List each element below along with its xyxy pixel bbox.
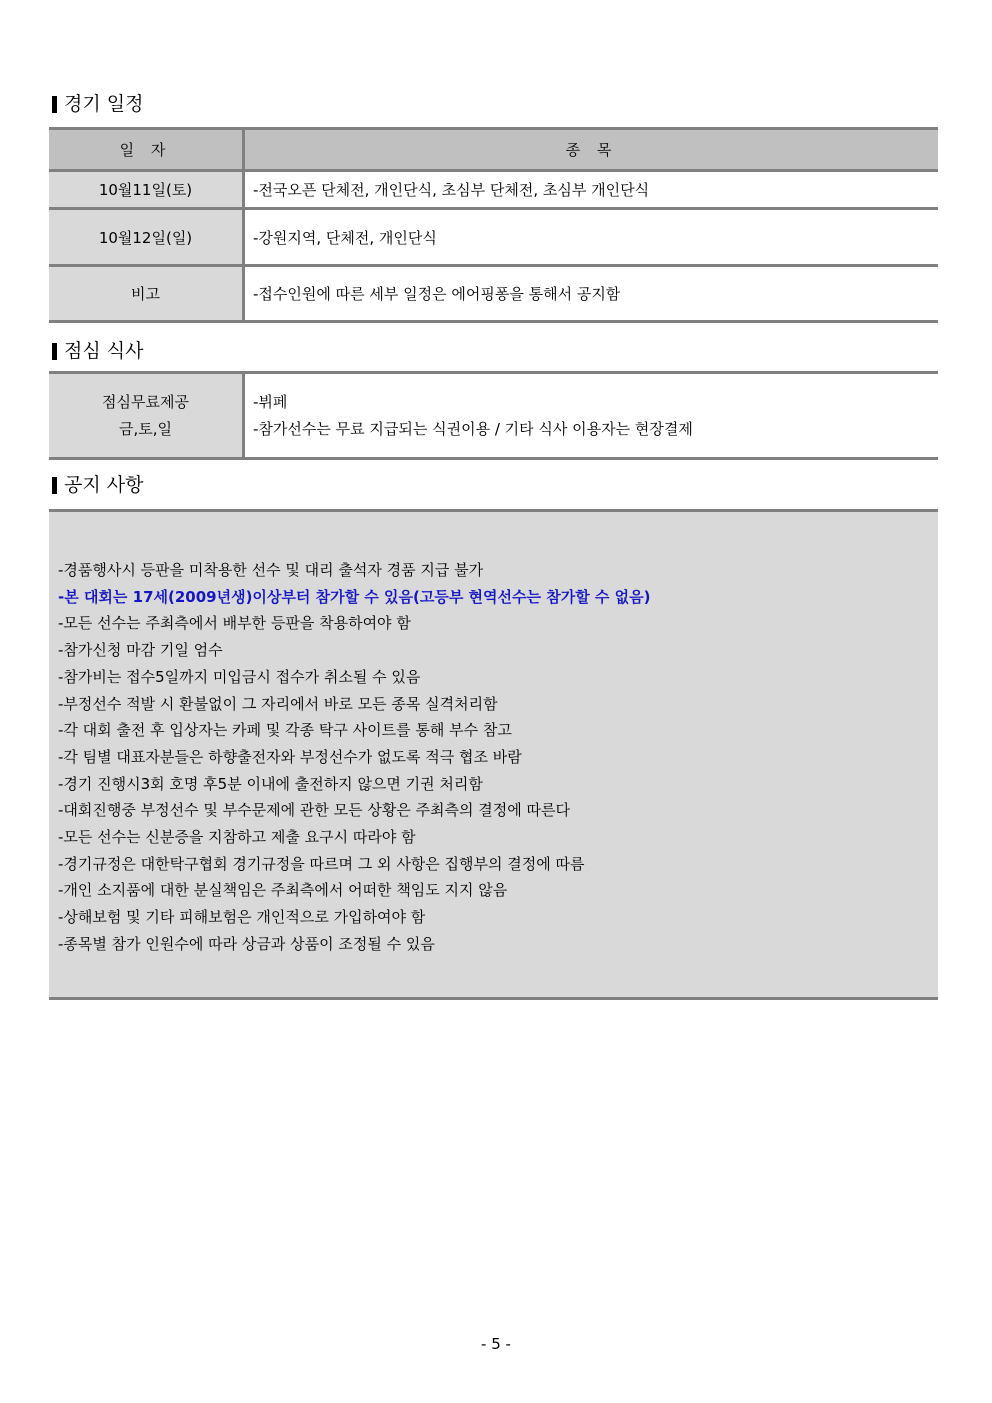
lunch-line1: -뷔페 [253,392,288,411]
list-item: -부정선수 적발 시 환불없이 그 자리에서 바로 모든 종목 실격처리함 [58,694,498,713]
list-item: -각 대회 출전 후 입상자는 카페 및 각종 탁구 사이트를 통해 부수 참고 [58,721,512,740]
section-bar-icon [52,96,57,113]
section-title-notice [52,473,143,497]
notice-list [58,557,650,958]
section-bar-icon [52,477,57,494]
list-item: -각 팀별 대표자분들은 하향출전자와 부정선수가 없도록 적극 협조 바람 [58,747,522,766]
list-item: -상해보험 및 기타 피해보험은 개인적으로 가입하여야 함 [58,908,426,927]
section-bar-icon [52,343,57,360]
schedule-event-cell: -강원지역, 단체전, 개인단식 [244,209,939,266]
list-item: -모든 선수는 신분증을 지참하고 제출 요구시 따라야 함 [58,828,416,847]
list-item: -경기규정은 대한탁구협회 경기규정을 따르며 그 외 사항은 집행부의 결정에 따름 [58,854,585,873]
table-row [49,209,938,266]
schedule-header-date: 일 자 [49,129,244,171]
list-item: -개인 소지품에 대한 분실책임은 주최측에서 어떠한 책임도 지지 않음 [58,881,508,900]
section-title-lunch [52,339,143,363]
schedule-header-row [49,129,938,171]
list-item: -종목별 참가 인원수에 따라 상금과 상품이 조정될 수 있음 [58,934,435,953]
section-title-text: 점심 식사 [64,340,144,362]
list-item: -참가신청 마감 기일 엄수 [58,641,223,660]
section-title-text: 공지 사항 [64,474,144,496]
list-item: -모든 선수는 주최측에서 배부한 등판을 착용하여야 함 [58,614,411,633]
schedule-event-cell: -전국오픈 단체전, 개인단식, 초심부 단체전, 초심부 개인단식 [244,171,939,209]
lunch-content-cell [244,373,939,459]
schedule-header-event: 종 목 [244,129,939,171]
list-item: -대회진행중 부정선수 및 부수문제에 관한 모든 상황은 주최측의 결정에 따른다 [58,801,571,820]
lunch-table [49,371,938,460]
lunch-label-line1: 점심무료제공 [102,392,189,411]
schedule-table [49,127,938,323]
lunch-label-cell [49,373,244,459]
table-row [49,373,938,459]
schedule-date-cell: 10월12일(일) [49,209,244,266]
schedule-date-cell: 10월11일(토) [49,171,244,209]
lunch-label-line2: 금,토,일 [118,419,172,438]
notice-box [49,509,938,1000]
list-item: -참가비는 접수5일까지 미입금시 접수가 취소될 수 있음 [58,667,421,686]
table-row [49,171,938,209]
schedule-remark-cell: -접수인원에 따른 세부 일정은 에어핑퐁을 통해서 공지함 [244,266,939,322]
list-item-highlight: -본 대회는 17세(2009년생)이상부터 참가할 수 있음(고등부 현역선수는 참가할 수 없음) [58,587,651,606]
list-item: -경품행사시 등판을 미착용한 선수 및 대리 출석자 경품 지급 불가 [58,561,484,579]
list-item: -경기 진행시3회 호명 후5분 이내에 출전하지 않으면 기권 처리함 [58,774,483,793]
lunch-line2: -참가선수는 무료 지급되는 식권이용 / 기타 식사 이용자는 현장결제 [253,419,693,438]
schedule-remark-label: 비고 [49,266,244,322]
page-number: - 5 - [481,1335,511,1353]
section-title-schedule [52,92,143,116]
section-title-text: 경기 일정 [64,93,144,115]
table-row [49,266,938,322]
